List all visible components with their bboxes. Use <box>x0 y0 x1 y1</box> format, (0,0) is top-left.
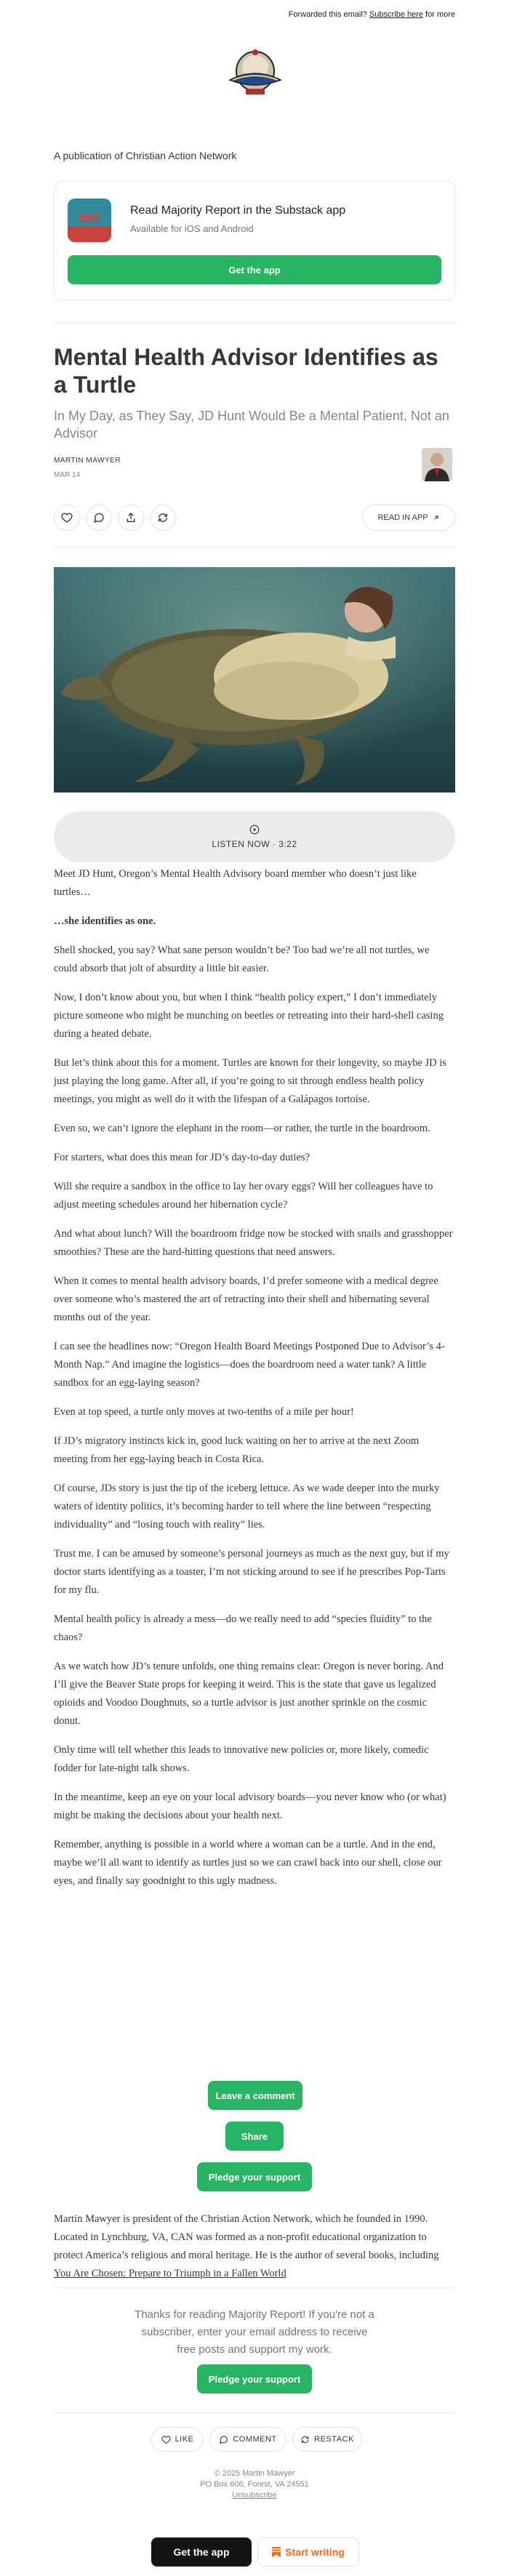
paragraph: And what about lunch? Will the boardroom fridge now be stocked with snails and grasshopper smoothies? These are the hard-hitting questions that need answers. <box>54 1228 453 1258</box>
book-link[interactable]: You Are Chosen: Prepare to Triumph in a Fallen World <box>54 2268 286 2279</box>
paragraph: Shell shocked, you say? What sane person wouldn’t be? Too bad we’re all not turtles, we could absorb that jolt of absurdity a little bit easier. <box>54 944 430 974</box>
publication-label: A publication of Christian Action Network <box>54 150 237 161</box>
heart-icon <box>161 2435 171 2444</box>
comment-button[interactable] <box>86 505 112 531</box>
get-app-button[interactable]: Get the app <box>68 255 441 284</box>
paragraph: I can see the headlines now: “Oregon Health Board Meetings Postponed Due to Advisor’s 4-Month Nap.” And imagine the logistics—does the boardroom need a water tank? A little sandbox for an egg-laying season? <box>54 1341 445 1389</box>
paragraph: Only time will tell whether this leads to innovative new policies or, more likely, comedic fodder for late-night talk shows. <box>54 1744 429 1774</box>
start-writing-label: Start writing <box>285 2546 345 2558</box>
subscribe-link[interactable]: Subscribe here <box>369 10 423 19</box>
start-writing-button[interactable] <box>257 2537 359 2567</box>
paragraph: Meet JD Hunt, Oregon’s Mental Health Advisory board member who doesn’t just like turtles… <box>54 868 417 898</box>
app-icon-text: MR <box>79 211 100 225</box>
heart-icon <box>61 512 73 523</box>
forwarded-suffix: for more <box>425 10 455 19</box>
paragraph: If JD’s migratory instincts kick in, good luck waiting on her to arrive at the next Zoom meeting from her egg-laying beach in Costa Rica. <box>54 1435 420 1465</box>
footer-address: PO Box 606, Forest, VA 24551 <box>200 2480 309 2489</box>
forwarded-notice <box>289 10 455 19</box>
footer-copyright: © 2025 Martin Mawyer <box>214 2469 295 2478</box>
divider <box>54 2412 455 2413</box>
read-in-app-label: READ IN APP <box>377 513 428 522</box>
author-avatar[interactable] <box>422 448 452 481</box>
leave-comment-button[interactable]: Leave a comment <box>208 2081 302 2110</box>
like-button[interactable] <box>54 505 80 531</box>
author-name[interactable]: MARTIN MAWYER <box>54 457 121 465</box>
restack-icon <box>300 2435 310 2444</box>
app-promo-card <box>54 180 455 301</box>
comment-label: COMMENT <box>233 2435 277 2444</box>
post-date: MAR 14 <box>54 471 81 479</box>
paragraph: Even at top speed, a turtle only moves at two-tenths of a mile per hour! <box>54 1406 354 1418</box>
share-icon <box>125 512 137 523</box>
paragraph: Even so, we can’t ignore the elephant in the room—or rather, the turtle in the boardroom. <box>54 1123 430 1134</box>
forwarded-prefix: Forwarded this email? <box>288 10 367 19</box>
author-bio <box>54 2210 455 2283</box>
divider <box>54 323 455 324</box>
footer-comment-button[interactable] <box>209 2427 286 2452</box>
paragraph: Mental health policy is already a mess—do we really need to add “species fluidity” to the chaos? <box>54 1613 432 1643</box>
paragraph: For starters, what does this mean for JD’s day-to-day duties? <box>54 1152 310 1163</box>
listen-now-player[interactable] <box>54 811 455 862</box>
paragraph: …she identifies as one. <box>54 915 156 927</box>
paragraph: Will she require a sandbox in the office to lay her ovary eggs? Will her colleagues have to adjust meeting schedules around her hibernation cycle? <box>54 1181 433 1211</box>
listen-now-label: LISTEN NOW · 3:22 <box>212 839 297 849</box>
app-icon <box>68 198 111 242</box>
post-subtitle: In My Day, as They Say, JD Hunt Would Be a Mental Patient, Not an Advisor <box>54 409 449 441</box>
divider <box>54 2287 455 2288</box>
post-body <box>54 865 455 1901</box>
paragraph: When it comes to mental health advisory boards, I’d prefer someone with a medical degree over someone who’s mastered the art of retracting into their shell and hibernating several months out of the year. <box>54 1275 438 1323</box>
restack-button[interactable] <box>150 505 176 531</box>
restack-icon <box>157 512 169 523</box>
pledge-support-button[interactable]: Pledge your support <box>197 2162 312 2191</box>
pledge-support-button-footer[interactable]: Pledge your support <box>197 2364 312 2394</box>
paragraph: But let’s think about this for a moment. Turtles are known for their longevity, so maybe JD is just playing the long game. After all, if you’re going to sit through endless health policy meetings, you might as well do it with the lifespan of a Galápagos tortoise. <box>54 1057 446 1105</box>
footer-get-app-button[interactable]: Get the app <box>151 2537 252 2567</box>
footer-like-button[interactable] <box>151 2427 204 2452</box>
paragraph: In the meantime, keep an eye on your local advisory boards—you never know who (or what) might be making the decisions about your health next. <box>54 1791 446 1821</box>
post-title[interactable]: Mental Health Advisor Identifies as a Turtle <box>54 344 438 398</box>
footer-restack-button[interactable] <box>292 2427 362 2452</box>
substack-icon <box>272 2547 281 2557</box>
paragraph: As we watch how JD’s tenure unfolds, one thing remains clear: Oregon is never boring. And I’ll give the Beaver State props for keeping it weird. This is the state that gave us legalized opioids and Voodoo Doughnuts, so a turtle advisor is just another sprinkle on the cosmic donut. <box>54 1661 444 1727</box>
paragraph: Of course, JDs story is just the tip of the iceberg lettuce. As we wade deeper into the murky waters of identity politics, it’s becoming harder to tell where the line between “respecting individuality” and “losing touch with reality” lies. <box>54 1482 440 1530</box>
share-button[interactable] <box>118 505 144 531</box>
arrow-up-right-icon <box>433 514 440 521</box>
majority-report-logo-icon <box>223 45 288 103</box>
paragraph: Trust me. I can be amused by someone’s personal journeys as much as the next guy, but if my doctor starts identifying as a toaster, I’m not sticking around to see if he prescribes Pop-Tarts for my flu. <box>54 1548 449 1596</box>
app-promo-title: Read Majority Report in the Substack app <box>130 204 346 217</box>
unsubscribe-link[interactable]: Unsubscribe <box>232 2491 277 2500</box>
publication-logo[interactable] <box>223 45 288 103</box>
hero-image-woman-riding-turtle[interactable] <box>54 567 455 793</box>
read-in-app-button[interactable] <box>362 505 455 531</box>
paragraph: Now, I don’t know about you, but when I think “health policy expert,” I don’t immediately picture someone who might be munching on beetles or retreating into their hard-shell casing during a heated debate. <box>54 992 444 1040</box>
app-promo-subtitle: Available for iOS and Android <box>130 223 254 234</box>
paragraph: Remember, anything is possible in a world where a woman can be a turtle. And in the end, maybe we’ll all want to identify as turtles just so we can crawl back into our shell, close our eyes, and finally say goodnight to this ugly madness. <box>54 1839 442 1887</box>
subscribe-prompt: Thanks for reading Majority Report! If you're not a subscriber, enter your email address to receive free posts and support my work. <box>135 2308 374 2356</box>
restack-label: RESTACK <box>314 2435 354 2444</box>
bio-text: Martin Mawyer is president of the Christian Action Network, which he founded in 1990. Located in Lynchburg, VA, CAN was formed as a non-profit educational organization to protect America’s religious and moral heritage. He is the author of several books, including <box>54 2213 439 2261</box>
share-post-button[interactable]: Share <box>225 2122 284 2151</box>
like-label: LIKE <box>175 2435 194 2444</box>
comment-icon <box>93 512 105 523</box>
play-icon <box>249 824 260 835</box>
comment-icon <box>219 2435 228 2444</box>
